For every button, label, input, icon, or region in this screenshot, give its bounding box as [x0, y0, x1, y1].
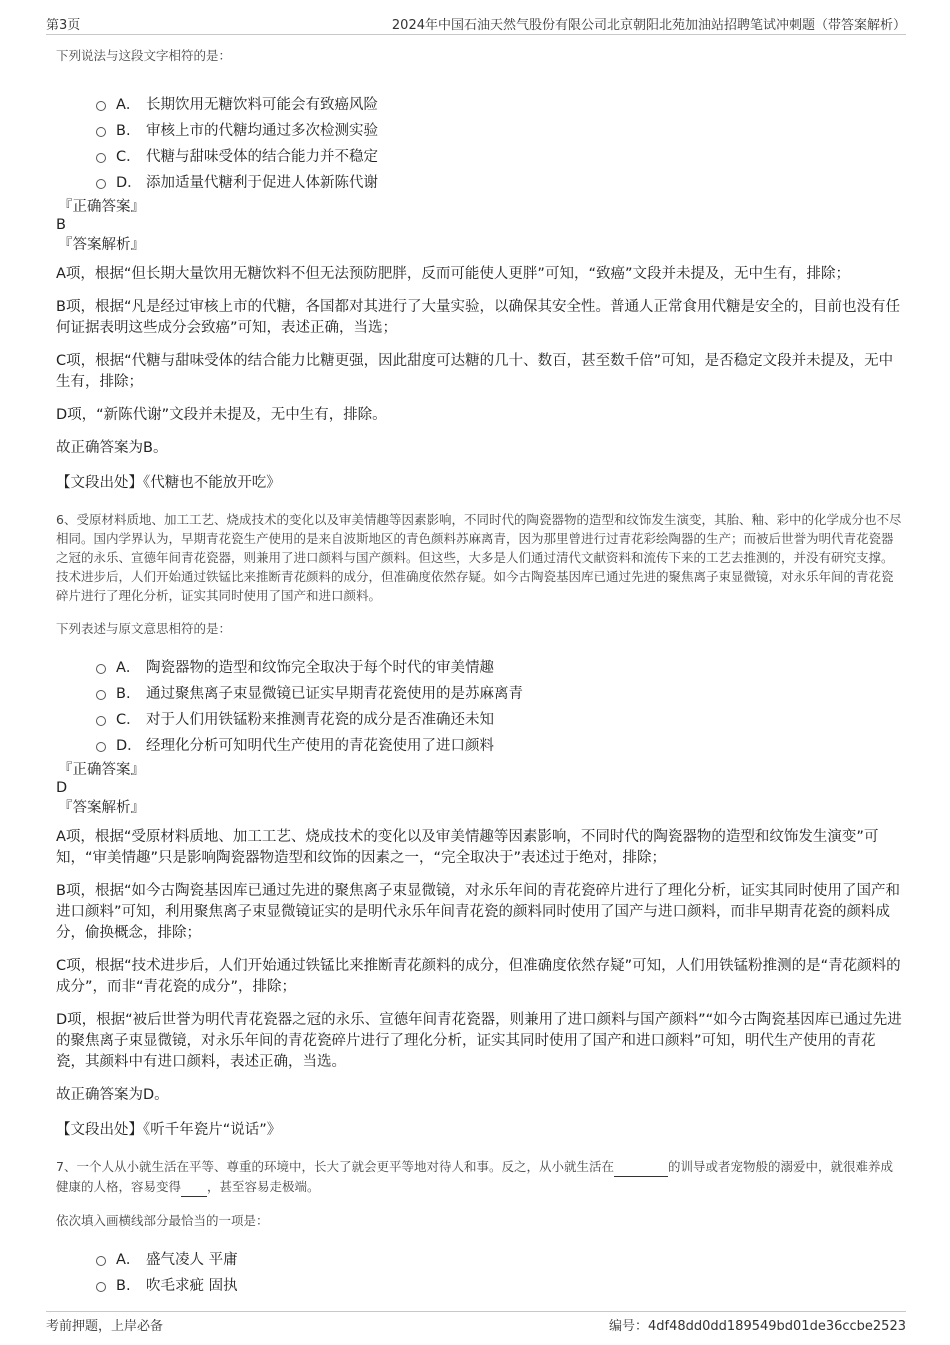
- option-text: 通过聚焦离子束显微镜已证实早期青花瓷使用的是苏麻离青: [146, 686, 523, 702]
- q5-option-c[interactable]: [96, 144, 902, 170]
- q6-analysis-b: B项，根据“如今古陶瓷基因库已通过先进的聚焦离子束显微镜，对永乐年间的青花瓷碎片进行了理化分析，证实其同时使用了国产和进口颜料”可知，利用聚焦离子束显微镜证实的是明代永乐年间青花瓷的颜料同时使用了国产与进口颜料，而非早期青花瓷的颜料成分，偷换概念，排除；: [56, 883, 900, 941]
- analysis-heading: 『答案解析』: [58, 800, 145, 816]
- q6-source: 【文段出处】《听千年瓷片“说话”》: [56, 1122, 282, 1138]
- option-text: 添加适量代糖利于促进人体新陈代谢: [146, 175, 378, 191]
- q7-passage-part3: ，甚至容易走极端。: [207, 1179, 320, 1194]
- q6-options: [96, 655, 902, 759]
- q7-passage-part1: 7、一个人从小就生活在平等、尊重的环境中，长大了就会更平等地对待人和事。反之，从小就生活在: [56, 1159, 614, 1174]
- option-label: B.: [116, 123, 131, 139]
- answer-heading: 『正确答案』: [58, 762, 145, 778]
- option-label: D．: [116, 175, 142, 191]
- q6-passage: 6、受原材料质地、加工工艺、烧成技术的变化以及审美情趣等因素影响，不同时代的陶瓷器物的造型和纹饰发生演变，其胎、釉、彩中的化学成分也不尽相同。国内学界认为，早期青花瓷生产使用的是来自波斯地区的青色颜料苏麻离青，因为那里曾进行过青花彩绘陶器的生产；而被后世誉为明代青花瓷器之冠的永乐、宣德年间青花瓷器，则兼用了进口颜料与国产颜料。但这些，大多是人们通过清代文献资料和流传下来的工艺去推测的，并没有研究支撑。技术进步后，人们开始通过铁锰比来推断青花颜料的成分，但准确度依然存疑。如今古陶瓷基因库已通过先进的聚焦离子束显微镜，对永乐年间的青花瓷碎片进行了理化分析，证实其同时使用了国产和进口颜料。: [56, 512, 902, 603]
- option-text: 吹毛求疵 固执: [146, 1278, 238, 1294]
- radio-icon[interactable]: [96, 1256, 106, 1266]
- q6-analysis-c: C项，根据“技术进步后，人们开始通过铁锰比来推断青花颜料的成分，但准确度依然存疑”可知，人们用铁锰粉推测的是“青花颜料的成分”，而非“青花瓷的成分”，排除；: [56, 958, 901, 995]
- answer-value: D: [56, 780, 68, 796]
- option-label: B.: [116, 1278, 131, 1294]
- q7-options: [96, 1247, 902, 1299]
- page-header: [46, 12, 906, 35]
- radio-icon[interactable]: [96, 664, 106, 674]
- option-text: 审核上市的代糖均通过多次检测实验: [146, 123, 378, 139]
- q5-source: 【文段出处】《代糖也不能放开吃》: [56, 475, 281, 491]
- q6-analysis-a: A项，根据“受原材料质地、加工工艺、烧成技术的变化以及审美情趣等因素影响，不同时代的陶瓷器物的造型和纹饰发生演变”可知，“审美情趣”只是影响陶瓷器物造型和纹饰的因素之一，“完全取决于”表述过于绝对，排除；: [56, 829, 879, 866]
- q6-option-d[interactable]: [96, 733, 902, 759]
- radio-icon[interactable]: [96, 716, 106, 726]
- option-text: 长期饮用无糖饮料可能会有致癌风险: [146, 97, 378, 113]
- q7-passage: [56, 1157, 902, 1197]
- q6-conclusion: 故正确答案为D。: [56, 1087, 169, 1103]
- document-body: [56, 46, 902, 1299]
- q6-prompt: 下列表述与原文意思相符的是：: [56, 621, 232, 636]
- radio-icon[interactable]: [96, 153, 106, 163]
- q5-option-a[interactable]: [96, 92, 902, 118]
- page-number: 第3页: [46, 18, 81, 33]
- option-text: 代糖与甜味受体的结合能力并不稳定: [146, 149, 378, 165]
- page-footer: [46, 1311, 906, 1334]
- option-text: 经理化分析可知明代生产使用的青花瓷使用了进口颜料: [146, 738, 494, 754]
- answer-heading: 『正确答案』: [58, 199, 145, 215]
- option-text: 盛气凌人 平庸: [146, 1252, 238, 1268]
- id-value: 4df48dd0dd189549bd01de36ccbe2523: [647, 1319, 906, 1334]
- radio-icon[interactable]: [96, 101, 106, 111]
- option-label: C．: [116, 149, 141, 165]
- id-label: 编号：: [608, 1319, 648, 1334]
- option-label: A．: [116, 1252, 141, 1268]
- q5-analysis-c: C项，根据“代糖与甜味受体的结合能力比糖更强，因此甜度可达糖的几十、数百，甚至数千倍”可知，是否稳定文段并未提及，无中生有，排除；: [56, 353, 894, 390]
- q5-options: [96, 92, 902, 196]
- q7-option-b[interactable]: [96, 1273, 902, 1299]
- q5-analysis-a: A项，根据“但长期大量饮用无糖饮料不但无法预防肥胖，反而可能使人更胖”可知，“致癌”文段并未提及，无中生有，排除；: [56, 266, 850, 282]
- q5-option-b[interactable]: [96, 118, 902, 144]
- q5-option-d[interactable]: [96, 170, 902, 196]
- blank-1: [614, 1157, 668, 1177]
- q6-option-b[interactable]: [96, 681, 902, 707]
- q6-analysis-d: D项，根据“被后世誉为明代青花瓷器之冠的永乐、宣德年间青花瓷器，则兼用了进口颜料与国产颜料”“如今古陶瓷基因库已通过先进的聚焦离子束显微镜，对永乐年间的青花瓷碎片进行了理化分析，证实其同时使用了国产和进口颜料”可知，明代生产使用的青花瓷，其颜料中有进口颜料，表述正确，当选。: [56, 1012, 902, 1070]
- footer-slogan: 考前押题，上岸必备: [46, 1319, 164, 1334]
- q6-option-a[interactable]: [96, 655, 902, 681]
- answer-value: B: [56, 217, 66, 233]
- option-label: A．: [116, 660, 141, 676]
- q5-answer: [56, 198, 902, 254]
- q5-prompt: 下列说法与这段文字相符的是：: [56, 48, 232, 63]
- blank-2: [181, 1177, 207, 1197]
- document-id: [609, 1315, 906, 1334]
- q7-prompt: 依次填入画横线部分最恰当的一项是：: [56, 1213, 269, 1228]
- q5-conclusion: 故正确答案为B。: [56, 440, 168, 456]
- q7-passage-part2: 的训导或者宠物般的溺爱中，就很难养成健康的人格，容易变得: [56, 1159, 893, 1194]
- q7-option-a[interactable]: [96, 1247, 902, 1273]
- option-label: B.: [116, 686, 131, 702]
- option-text: 对于人们用铁锰粉来推测青花瓷的成分是否准确还未知: [146, 712, 494, 728]
- radio-icon[interactable]: [96, 742, 106, 752]
- document-title: 2024年中国石油天然气股份有限公司北京朝阳北苑加油站招聘笔试冲刺题（带答案解析）: [391, 18, 906, 33]
- analysis-heading: 『答案解析』: [58, 237, 145, 253]
- radio-icon[interactable]: [96, 127, 106, 137]
- option-label: D．: [116, 738, 142, 754]
- radio-icon[interactable]: [96, 1282, 106, 1292]
- option-text: 陶瓷器物的造型和纹饰完全取决于每个时代的审美情趣: [146, 660, 494, 676]
- q5-analysis-d: D项，“新陈代谢”文段并未提及，无中生有，排除。: [56, 407, 387, 423]
- radio-icon[interactable]: [96, 179, 106, 189]
- q5-analysis-b: B项，根据“凡是经过审核上市的代糖，各国都对其进行了大量实验，以确保其安全性。普通人正常食用代糖是安全的，目前也没有任何证据表明这些成分会致癌”可知，表述正确，当选；: [56, 299, 900, 336]
- q6-answer: [56, 761, 902, 817]
- q6-option-c[interactable]: [96, 707, 902, 733]
- radio-icon[interactable]: [96, 690, 106, 700]
- option-label: C．: [116, 712, 141, 728]
- option-label: A．: [116, 97, 141, 113]
